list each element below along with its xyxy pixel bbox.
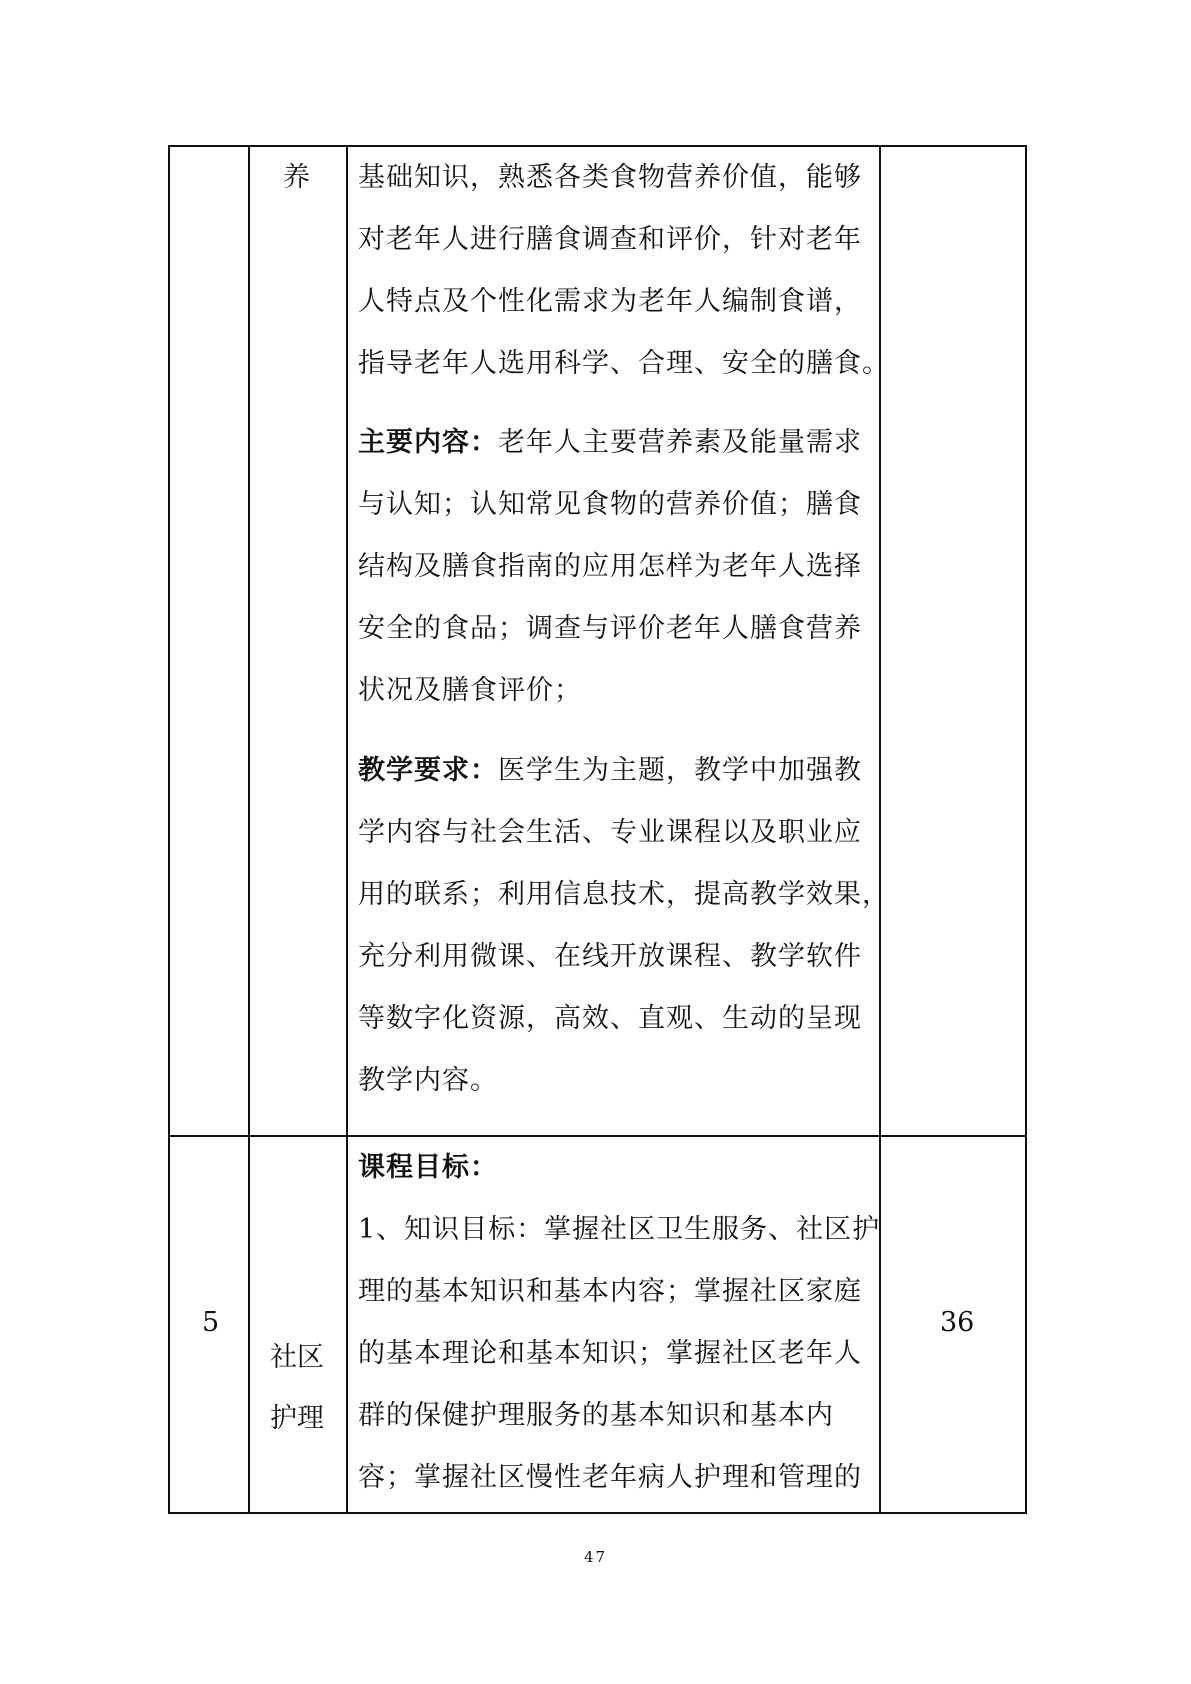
- teaching-req-line-1: [358, 754, 862, 788]
- main-content-line-3: 结构及膳食指南的应用怎样为老年人选择: [358, 551, 862, 582]
- teaching-req-line-6: 教学内容。: [358, 1065, 498, 1096]
- row2-line-5: 容；掌握社区慢性老年病人护理和管理的: [358, 1462, 862, 1493]
- row2-line-3: 的基本理论和基本知识；掌握社区老年人: [358, 1338, 862, 1369]
- teaching-req-line-5: 等数字化资源，高效、直观、生动的呈现: [358, 1003, 862, 1034]
- column-divider-2: [346, 145, 348, 1514]
- teaching-req-line-3: 用的联系；利用信息技术，提高教学效果，: [358, 879, 890, 910]
- main-content-text: 老年人主要营养素及能量需求: [498, 427, 862, 458]
- row-divider: [168, 1135, 1027, 1137]
- row1-line-1: 基础知识，熟悉各类食物营养价值，能够: [358, 162, 862, 193]
- row1-line-2: 对老年人进行膳食调查和评价，针对老年: [358, 224, 862, 255]
- row1-line-4: 指导老年人选用科学、合理、安全的膳食。: [358, 348, 890, 379]
- course-name-line-1: 社区: [270, 1342, 324, 1373]
- table-bottom-border: [168, 1512, 1027, 1514]
- teaching-req-line-4: 充分利用微课、在线开放课程、教学软件: [358, 941, 862, 972]
- page-number: 47: [583, 1548, 608, 1566]
- table-left-border: [168, 145, 170, 1514]
- teaching-req-text: 医学生为主题，教学中加强教: [498, 755, 862, 786]
- row2-line-1: 1、知识目标：掌握社区卫生服务、社区护: [358, 1214, 881, 1245]
- main-content-line-1: [358, 426, 862, 460]
- main-content-line-5: 状况及膳食评价；: [358, 675, 582, 706]
- course-name-line-2: 护理: [270, 1403, 324, 1434]
- main-content-line-4: 安全的食品；调查与评价老年人膳食营养: [358, 613, 862, 644]
- table-top-border: [168, 145, 1027, 147]
- row2-line-2: 理的基本知识和基本内容；掌握社区家庭: [358, 1276, 862, 1307]
- course-name-tail: 养: [283, 162, 310, 193]
- column-divider-1: [248, 145, 250, 1514]
- table-right-border: [1025, 145, 1027, 1514]
- main-content-line-2: 与认知；认知常见食物的营养价值；膳食: [358, 489, 862, 520]
- course-hours: 36: [940, 1307, 975, 1338]
- course-goal-label: 课程目标：: [358, 1152, 498, 1183]
- row1-line-3: 人特点及个性化需求为老年人编制食谱，: [358, 286, 862, 317]
- row2-line-4: 群的保健护理服务的基本知识和基本内: [358, 1400, 834, 1431]
- main-content-label: 主要内容：: [358, 427, 498, 458]
- teaching-req-line-2: 学内容与社会生活、专业课程以及职业应: [358, 817, 862, 848]
- row-index: 5: [202, 1307, 220, 1338]
- teaching-req-label: 教学要求：: [358, 755, 498, 786]
